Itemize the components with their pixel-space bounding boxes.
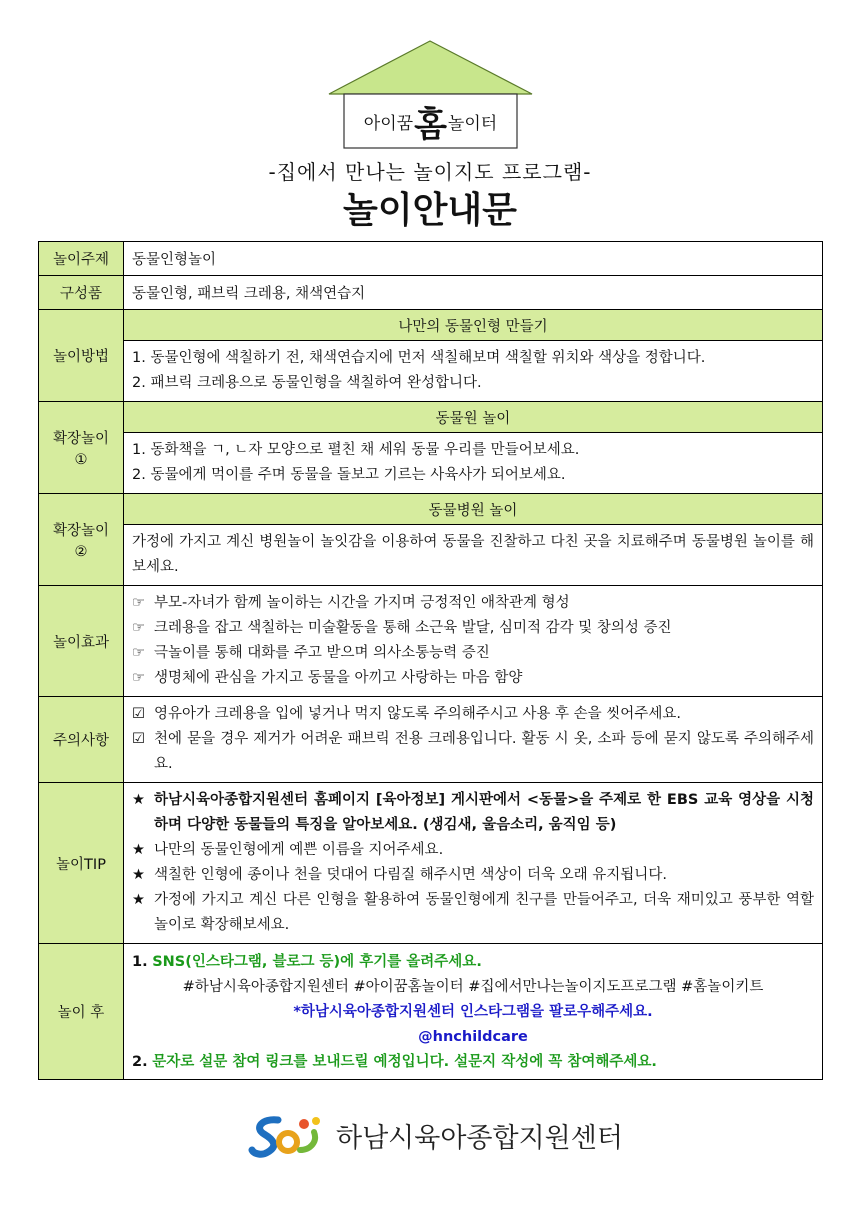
tip-text: 가정에 가지고 계신 다른 인형을 활용하여 동물인형에게 친구를 만들어주고, 더욱 재미있고 풍부한 역할놀이로 확장해보세요. [154,892,814,933]
follow-note: *하남시육아종합지원센터 인스타그램을 팔로우해주세요. [293,1004,653,1020]
star-icon: ★ [132,792,145,808]
center-logo-icon [248,1112,326,1158]
page-title: 놀이안내문 [343,190,517,231]
ext1-line: 2. 동물에게 먹이를 주며 동물을 돌보고 기르는 사육사가 되어보세요. [132,467,566,483]
effect-item [132,666,814,691]
method-body [124,341,822,401]
ext2-label [39,494,124,586]
after-line2-num: 2. [132,1054,148,1070]
pointing-hand-icon: ☞ [132,670,145,686]
components-row [39,276,823,310]
tip-item [132,888,814,938]
theme-label: 놀이주제 [39,242,124,276]
ext1-heading: 동물원 놀이 [124,402,823,433]
ext1-label-text: 확장놀이 [52,431,110,447]
instagram-handle: @hnchildcare [418,1029,528,1045]
theme-row [39,242,823,276]
after-line1 [132,950,814,975]
subtitle: -집에서 만나는 놀이지도 프로그램- [268,160,592,184]
caution-item [132,702,814,727]
caution-text: 천에 묻을 경우 제거가 어려운 패브릭 전용 크레용입니다. 활동 시 옷, 소파 등에 묻지 않도록 주의해주세요. [154,731,814,772]
house-header [328,40,533,152]
star-icon: ★ [132,892,145,908]
footer-org-name: 하남시육아종합지원센터 [336,1122,623,1154]
house-label-big: 홈 [414,104,447,145]
method-label: 놀이방법 [39,310,124,402]
tip-text: 나만의 동물인형에게 예쁜 이름을 지어주세요. [154,842,444,858]
after-line2-text: 문자로 설문 참여 링크를 보내드릴 예정입니다. 설문지 작성에 꼭 참여해주세요. [152,1054,657,1070]
theme-value: 동물인형놀이 [124,242,823,276]
hashtags: #하남시육아종합지원센터 #아이꿈홈놀이터 #집에서만나는놀이지도프로그램 #홈놀이키트 [182,979,764,995]
effect-text: 부모-자녀가 함께 놀이하는 시간을 가지며 긍정적인 애착관계 형성 [154,595,570,611]
method-line: 1. 동물인형에 색칠하기 전, 채색연습지에 먼저 색칠해보며 색칠할 위치와 색상을 정합니다. [132,350,706,366]
ext1-label-num: ① [74,452,88,468]
house-label-left: 아이꿈 [363,113,414,134]
ext2-row [39,494,823,525]
tip-label: 놀이TIP [39,783,124,944]
tip-item [132,788,814,838]
caution-row [39,697,823,783]
tip-item [132,863,814,888]
pointing-hand-icon: ☞ [132,645,145,661]
after-line2 [132,1050,814,1075]
caution-text: 영유아가 크레용을 입에 넣거나 먹지 않도록 주의해주시고 사용 후 손을 씻어주세요. [154,706,681,722]
effect-item [132,591,814,616]
tip-row [39,783,823,944]
effect-text: 생명체에 관심을 가지고 동물을 아끼고 사랑하는 마음 함양 [154,670,523,686]
tip-item [132,838,814,863]
caution-body [124,697,822,782]
pointing-hand-icon: ☞ [132,620,145,636]
effect-item [132,641,814,666]
effect-label: 놀이효과 [39,586,124,697]
after-line1-num: 1. [132,954,148,970]
ext2-label-text: 확장놀이 [52,523,110,539]
effect-body [124,586,822,696]
caution-label: 주의사항 [39,697,124,783]
method-heading: 나만의 동물인형 만들기 [124,310,823,341]
after-body [124,944,822,1079]
effect-text: 극놀이를 통해 대화를 주고 받으며 의사소통능력 증진 [154,645,490,661]
checkbox-icon: ☑ [132,731,145,747]
components-label: 구성품 [39,276,124,310]
after-row [39,944,823,1080]
checkbox-icon: ☑ [132,706,145,722]
ext1-row [39,402,823,433]
effect-item [132,616,814,641]
tip-text: 색칠한 인형에 종이나 천을 덧대어 다림질 해주시면 색상이 더욱 오래 유지됩니다. [154,867,667,883]
method-row [39,310,823,341]
components-value: 동물인형, 패브릭 크레용, 채색연습지 [124,276,823,310]
tip-body [124,783,822,943]
effect-text: 크레용을 잡고 색칠하는 미술활동을 통해 소근육 발달, 심미적 감각 및 창의성 증진 [154,620,672,636]
guide-table [38,241,823,1080]
ext2-body: 가정에 가지고 계신 병원놀이 놀잇감을 이용하여 동물을 진찰하고 다친 곳을 치료해주며 동물병원 놀이를 해보세요. [132,534,814,575]
footer [248,1112,623,1158]
ext1-label [39,402,124,494]
after-label: 놀이 후 [39,944,124,1080]
house-label [344,94,517,148]
star-icon: ★ [132,867,145,883]
caution-item [132,727,814,777]
method-line: 2. 패브릭 크레용으로 동물인형을 색칠하여 완성합니다. [132,375,482,391]
ext2-heading: 동물병원 놀이 [124,494,823,525]
house-label-right: 놀이터 [447,113,498,134]
tip-text: 하남시육아종합지원센터 홈페이지 [육아정보] 게시판에서 <동물>을 주제로 한 EBS 교육 영상을 시청하며 다양한 동물들의 특징을 알아보세요. (생김새, 울음소리, 움직임 등) [154,792,814,833]
ext2-label-num: ② [74,544,88,560]
effect-row [39,586,823,697]
ext1-line: 1. 동화책을 ㄱ, ㄴ자 모양으로 펼친 채 세워 동물 우리를 만들어보세요. [132,442,580,458]
ext1-body [124,433,822,493]
pointing-hand-icon: ☞ [132,595,145,611]
after-line1-text: SNS(인스타그램, 블로그 등)에 후기를 올려주세요. [152,954,482,970]
star-icon: ★ [132,842,145,858]
